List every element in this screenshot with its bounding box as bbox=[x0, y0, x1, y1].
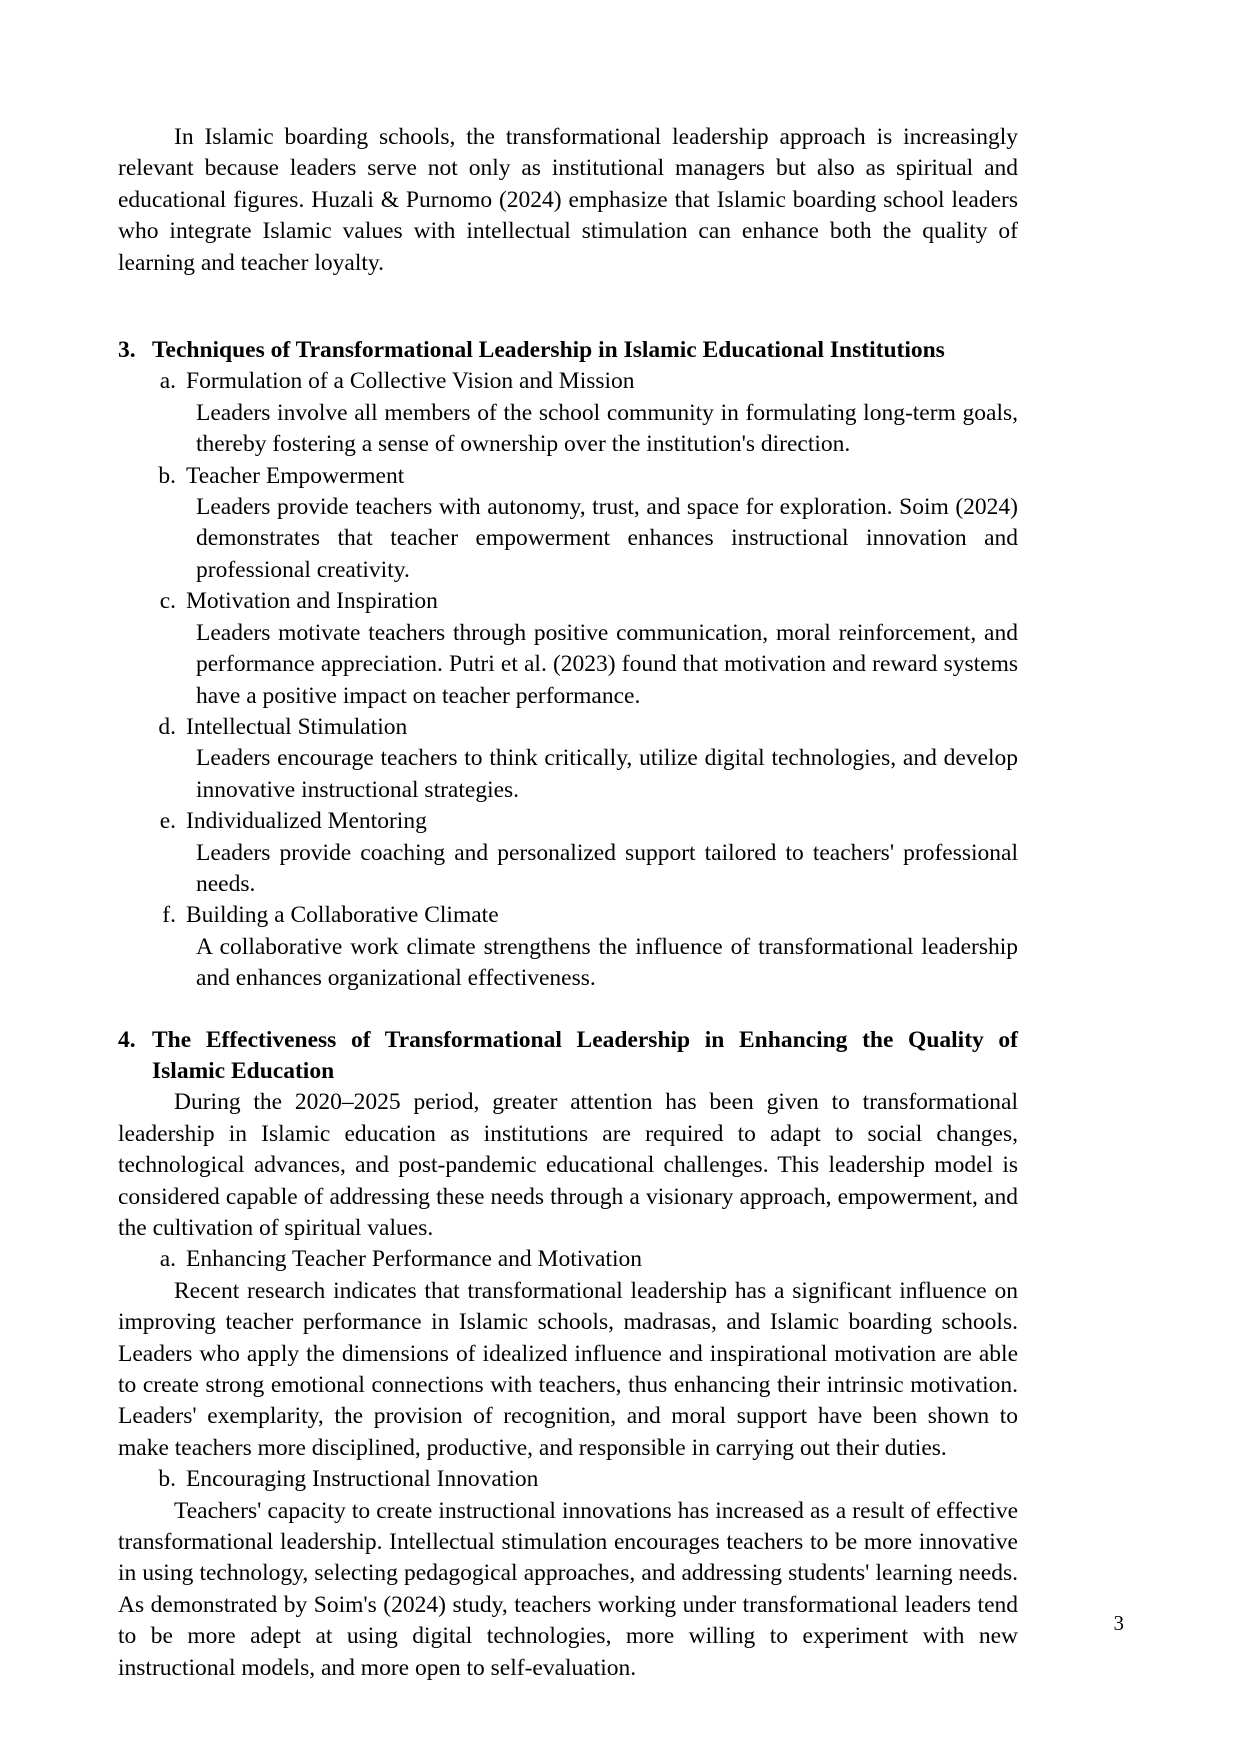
list-item bbox=[118, 1464, 1018, 1495]
section-3-heading bbox=[118, 335, 1018, 366]
list-item-body: Leaders involve all members of the school community in formulating long-term goals, thereby fostering a sense of ownership over the institution's direction. bbox=[196, 399, 1018, 458]
list-item-letter: e. bbox=[159, 808, 176, 835]
list-item-title: Individualized Mentoring bbox=[186, 808, 427, 835]
section-4-lead-paragraph: During the 2020–2025 period, greater attention has been given to transformational leadership in Islamic education as institutions are required to adapt to social changes, technological advances, and post-pandemic educational challenges. This leadership model is considered capable of addressing these needs through a visionary approach, empowerment, and the cultivation of spiritual values. bbox=[118, 1089, 1018, 1241]
list-item bbox=[118, 1244, 1018, 1275]
list-item bbox=[118, 900, 1018, 931]
list-item-title: Teacher Empowerment bbox=[186, 462, 405, 489]
list-item-letter: a. bbox=[159, 368, 176, 395]
list-item-title: Building a Collaborative Climate bbox=[186, 902, 499, 929]
list-item bbox=[118, 712, 1018, 743]
list-item-letter: b. bbox=[158, 462, 176, 489]
list-item bbox=[118, 461, 1018, 492]
list-item-title: Enhancing Teacher Performance and Motivation bbox=[186, 1246, 643, 1273]
list-item-body: Teachers' capacity to create instructional innovations has increased as a result of effective transformational leadership. Intellectual stimulation encourages teachers to be more innovative in using technology, selecting pedagogical approaches, and addressing students' learning needs. As demonstrated by Soim's (2024) study, teachers working under transformational leaders tend to be more adept at using digital technologies, more willing to experiment with new instructional models, and more open to self-evaluation. bbox=[118, 1497, 1018, 1681]
list-item-letter: c. bbox=[159, 588, 176, 615]
list-item-title: Encouraging Instructional Innovation bbox=[186, 1466, 539, 1493]
list-item-body: Leaders provide coaching and personalized support tailored to teachers' professional needs. bbox=[196, 839, 1018, 897]
list-item bbox=[118, 586, 1018, 617]
list-item bbox=[118, 366, 1018, 397]
list-item-body: Recent research indicates that transformational leadership has a significant influence on improving teacher performance in Islamic schools, madrasas, and Islamic boarding schools. Leaders who apply the dimensions of idealized influence and inspirational motivation are able to create strong emotional connections with teachers, thus enhancing their intrinsic motivation. Leaders' exemplarity, the provision of recognition, and moral support have been shown to make teachers more disciplined, productive, and responsible in carrying out their duties. bbox=[118, 1277, 1018, 1461]
list-item-title: Formulation of a Collective Vision and Mission bbox=[186, 368, 635, 395]
list-item-letter: d. bbox=[158, 713, 176, 740]
list-item-body: Leaders provide teachers with autonomy, trust, and space for exploration. Soim (2024) demonstrates that teacher empowerment enhances instructional innovation and professional creativity. bbox=[196, 494, 1018, 583]
spacer bbox=[118, 279, 1018, 305]
list-item-letter: b. bbox=[158, 1466, 176, 1493]
list-item bbox=[118, 806, 1018, 837]
list-item-body: A collaborative work climate strengthens the influence of transformational leadership and enhances organizational effectiveness. bbox=[196, 933, 1018, 992]
list-item-title: Motivation and Inspiration bbox=[186, 588, 438, 615]
list-item-title: Intellectual Stimulation bbox=[186, 713, 408, 740]
intro-paragraph: In Islamic boarding schools, the transformational leadership approach is increasingly relevant because leaders serve not only as institutional managers but also as spiritual and educational figures. Huzali & Purnomo (2024) emphasize that Islamic boarding school leaders who integrate Islamic values with intellectual stimulation can enhance both the quality of learning and teacher loyalty. bbox=[118, 124, 1018, 276]
section-4-title: The Effectiveness of Transformational Leadership in Enhancing the Quality of Islamic Education bbox=[152, 1026, 1018, 1084]
list-item-body: Leaders encourage teachers to think critically, utilize digital technologies, and develop innovative instructional strategies. bbox=[196, 745, 1018, 803]
list-item-letter: f. bbox=[162, 902, 176, 929]
list-item-letter: a. bbox=[159, 1246, 176, 1273]
page-content bbox=[118, 122, 1018, 1684]
section-4-number: 4. bbox=[118, 1026, 136, 1053]
section-3-title: Techniques of Transformational Leadership in Islamic Educational Institutions bbox=[152, 337, 945, 364]
list-item-body: Leaders motivate teachers through positive communication, moral reinforcement, and performance appreciation. Putri et al. (2023) found that motivation and reward systems have a positive impact on teacher performance. bbox=[196, 619, 1018, 709]
page-number: 3 bbox=[1113, 1611, 1124, 1635]
section-3-number: 3. bbox=[118, 337, 136, 364]
section-4-heading bbox=[118, 1025, 1018, 1088]
